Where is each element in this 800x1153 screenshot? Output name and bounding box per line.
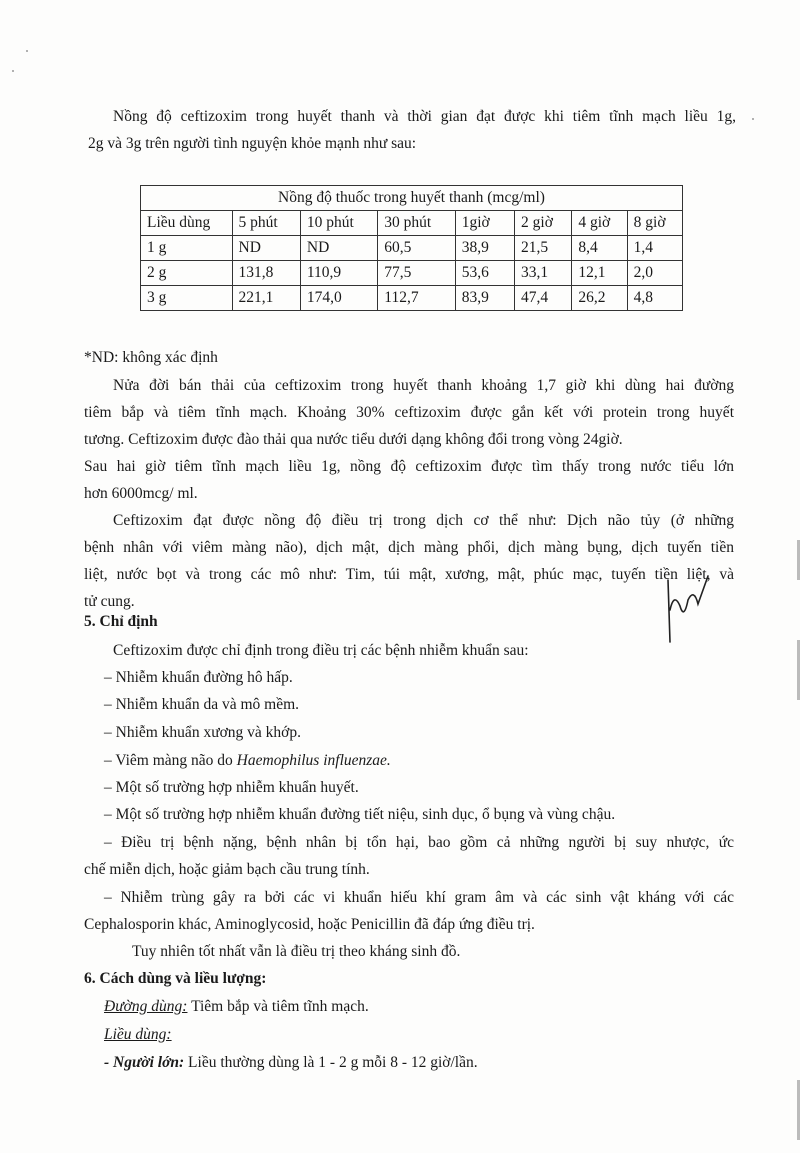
table-cell: 221,1 xyxy=(232,286,300,311)
table-cell: 110,9 xyxy=(300,261,377,286)
dose-label: Liều dùng: xyxy=(104,1026,172,1043)
table-cell: 47,4 xyxy=(515,286,572,311)
adult-label: - Người lớn: xyxy=(104,1054,185,1071)
table-cell: 12,1 xyxy=(572,261,627,286)
list-item: – Một số trường hợp nhiễm khuẩn huyết. xyxy=(104,779,359,796)
intro-line-1: Nồng độ ceftizoxim trong huyết thanh và thời gian đạt được khi tiêm tĩnh mạch liều 1g, xyxy=(113,108,736,125)
table-cell: 174,0 xyxy=(300,286,377,311)
table-header-cell: 30 phút xyxy=(378,211,455,236)
section-5-intro: Ceftizoxim được chỉ định trong điều trị các bệnh nhiễm khuẩn sau: xyxy=(113,642,529,659)
table-row xyxy=(141,261,683,286)
table-cell: 26,2 xyxy=(572,286,627,311)
list-item: – Điều trị bệnh nặng, bệnh nhân bị tổn hại, bao gồm cả những người bị suy nhược, ức xyxy=(104,834,734,851)
list-item: – Nhiễm khuẩn da và mô mềm. xyxy=(104,696,299,713)
scan-speck xyxy=(12,70,14,72)
table-cell: 4,8 xyxy=(627,286,682,311)
intro-line-2: 2g và 3g trên người tình nguyện khỏe mạnh như sau: xyxy=(88,135,417,152)
list-item xyxy=(104,748,391,774)
organism-name: Haemophilus influenzae. xyxy=(236,752,391,769)
scan-speck xyxy=(752,118,754,120)
table-row xyxy=(141,286,683,311)
paragraph-line: tương. Ceftizoxim được đào thải qua nước tiểu dưới dạng không đổi trong vòng 24giờ. xyxy=(84,431,623,448)
table-header-cell: 5 phút xyxy=(232,211,300,236)
table-header-row xyxy=(141,211,683,236)
route-line xyxy=(104,994,369,1020)
route-label: Đường dùng: xyxy=(104,998,188,1015)
paragraph-line: Nửa đời bán thải của ceftizoxim trong huyết thanh khoảng 1,7 giờ khi dùng hai đường xyxy=(113,377,734,394)
table-header-cell: 1giờ xyxy=(455,211,514,236)
paragraph-line: liệt, nước bọt và trong các mô như: Tim, túi mật, xương, mật, phúc mạc, tuyến tiền liệt, và xyxy=(84,566,734,583)
serum-concentration-table xyxy=(140,185,683,311)
adult-dose-line xyxy=(104,1050,478,1076)
table-header-cell: Liều dùng xyxy=(141,211,233,236)
table-header-cell: 10 phút xyxy=(300,211,377,236)
table-cell: 112,7 xyxy=(378,286,455,311)
paragraph-line: tử cung. xyxy=(84,593,135,610)
table-cell: 2,0 xyxy=(627,261,682,286)
section-6-heading: 6. Cách dùng và liều lượng: xyxy=(84,970,267,987)
table-cell: 3 g xyxy=(141,286,233,311)
table-cell: ND xyxy=(300,236,377,261)
paragraph-line: tiêm bắp và tiêm tĩnh mạch. Khoảng 30% ceftizoxim được gắn kết với protein trong huyết xyxy=(84,404,734,421)
table-cell: 77,5 xyxy=(378,261,455,286)
list-item: – Nhiễm khuẩn đường hô hấp. xyxy=(104,669,293,686)
route-text: Tiêm bắp và tiêm tĩnh mạch. xyxy=(187,998,369,1015)
dose-line xyxy=(104,1022,172,1048)
table-cell: 60,5 xyxy=(378,236,455,261)
list-item-text: – Viêm màng não do xyxy=(104,752,237,769)
list-item-continuation: Cephalosporin khác, Aminoglycosid, hoặc Penicillin đã đáp ứng điều trị. xyxy=(84,916,535,933)
list-item: – Nhiễm trùng gây ra bởi các vi khuẩn hiếu khí gram âm và các sinh vật kháng với các xyxy=(104,889,734,906)
table-cell: ND xyxy=(232,236,300,261)
table-header-cell: 4 giờ xyxy=(572,211,627,236)
adult-dose-text: Liều thường dùng là 1 - 2 g mỗi 8 - 12 giờ/lần. xyxy=(184,1054,478,1071)
table-cell: 1 g xyxy=(141,236,233,261)
table-header-cell: 2 giờ xyxy=(515,211,572,236)
scan-speck xyxy=(26,50,28,52)
paragraph-line: Sau hai giờ tiêm tĩnh mạch liều 1g, nồng độ ceftizoxim được tìm thấy trong nước tiểu lớn xyxy=(84,458,734,475)
table-cell: 21,5 xyxy=(515,236,572,261)
table-cell: 131,8 xyxy=(232,261,300,286)
paragraph-line: hơn 6000mcg/ ml. xyxy=(84,485,198,502)
table-cell: 83,9 xyxy=(455,286,514,311)
handwritten-initials xyxy=(660,570,716,650)
section-5-heading: 5. Chỉ định xyxy=(84,613,158,630)
table-cell: 38,9 xyxy=(455,236,514,261)
table-cell: 1,4 xyxy=(627,236,682,261)
list-item: – Một số trường hợp nhiễm khuẩn đường tiết niệu, sinh dục, ổ bụng và vùng chậu. xyxy=(104,806,616,823)
list-item: – Nhiễm khuẩn xương và khớp. xyxy=(104,724,301,741)
table-cell: 8,4 xyxy=(572,236,627,261)
table-cell: 53,6 xyxy=(455,261,514,286)
table-cell: 33,1 xyxy=(515,261,572,286)
list-item-continuation: chế miễn dịch, hoặc giảm bạch cầu trung tính. xyxy=(84,861,370,878)
nd-footnote: *ND: không xác định xyxy=(84,349,218,366)
table-row xyxy=(141,236,683,261)
table-title-row xyxy=(141,186,683,211)
table-cell: 2 g xyxy=(141,261,233,286)
section-5-closing: Tuy nhiên tốt nhất vẫn là điều trị theo kháng sinh đồ. xyxy=(132,943,461,960)
table-header-cell: 8 giờ xyxy=(627,211,682,236)
paragraph-line: Ceftizoxim đạt được nồng độ điều trị trong dịch cơ thể như: Dịch não tủy (ở những xyxy=(113,512,734,529)
paragraph-line: bệnh nhân với viêm màng não), dịch mật, dịch màng phổi, dịch màng bụng, dịch tuyến tiền xyxy=(84,539,734,556)
table-title: Nồng độ thuốc trong huyết thanh (mcg/ml) xyxy=(141,186,683,211)
